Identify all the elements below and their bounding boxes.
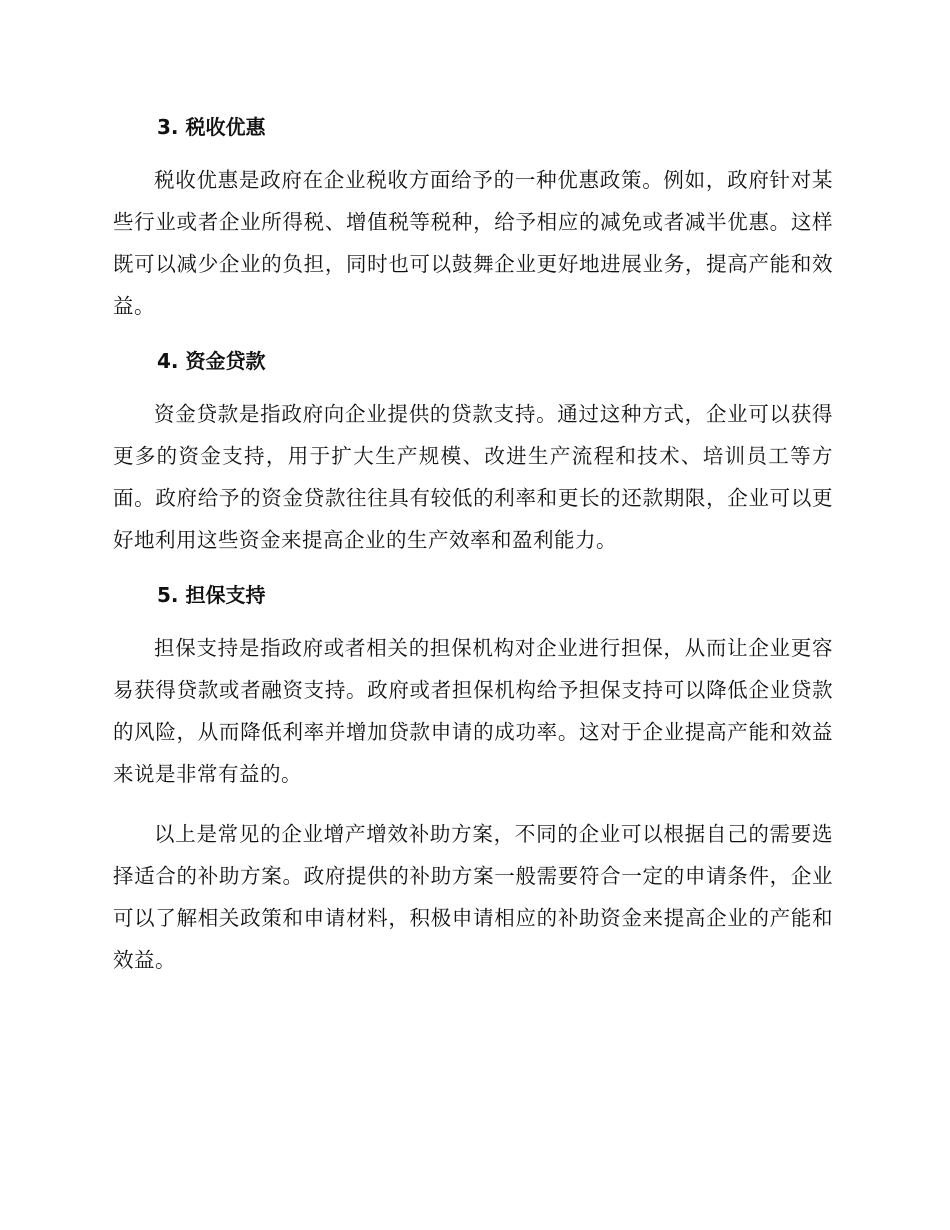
section-heading-guarantee-support: 5. 担保支持	[157, 583, 266, 607]
section-heading-tax-incentives: 3. 税收优惠	[157, 115, 266, 139]
section-paragraph-capital-loans: 资金贷款是指政府向企业提供的贷款支持。通过这种方式，企业可以获得更多的资金支持，用于扩大生产规模、改进生产流程和技术、培训员工等方面。政府给予的资金贷款往往具有较低的利率和更长的还款期限，企业可以更好地利用这些资金来提高企业的生产效率和盈利能力。	[113, 402, 833, 552]
section-heading-capital-loans: 4. 资金贷款	[157, 349, 266, 373]
document-body	[113, 109, 833, 997]
closing-paragraph: 以上是常见的企业增产增效补助方案，不同的企业可以根据自己的需要选择适合的补助方案。政府提供的补助方案一般需要符合一定的申请条件，企业可以了解相关政策和申请材料，积极申请相应的补助资金来提高企业的产能和效益。	[113, 822, 833, 972]
section-paragraph-guarantee-support: 担保支持是指政府或者相关的担保机构对企业进行担保，从而让企业更容易获得贷款或者融资支持。政府或者担保机构给予担保支持可以降低企业贷款的风险，从而降低利率并增加贷款申请的成功率。这对于企业提高产能和效益来说是非常有益的。	[113, 636, 833, 786]
section-paragraph-tax-incentives: 税收优惠是政府在企业税收方面给予的一种优惠政策。例如，政府针对某些行业或者企业所得税、增值税等税种，给予相应的减免或者减半优惠。这样既可以减少企业的负担，同时也可以鼓舞企业更好地进展业务，提高产能和效益。	[113, 168, 833, 318]
